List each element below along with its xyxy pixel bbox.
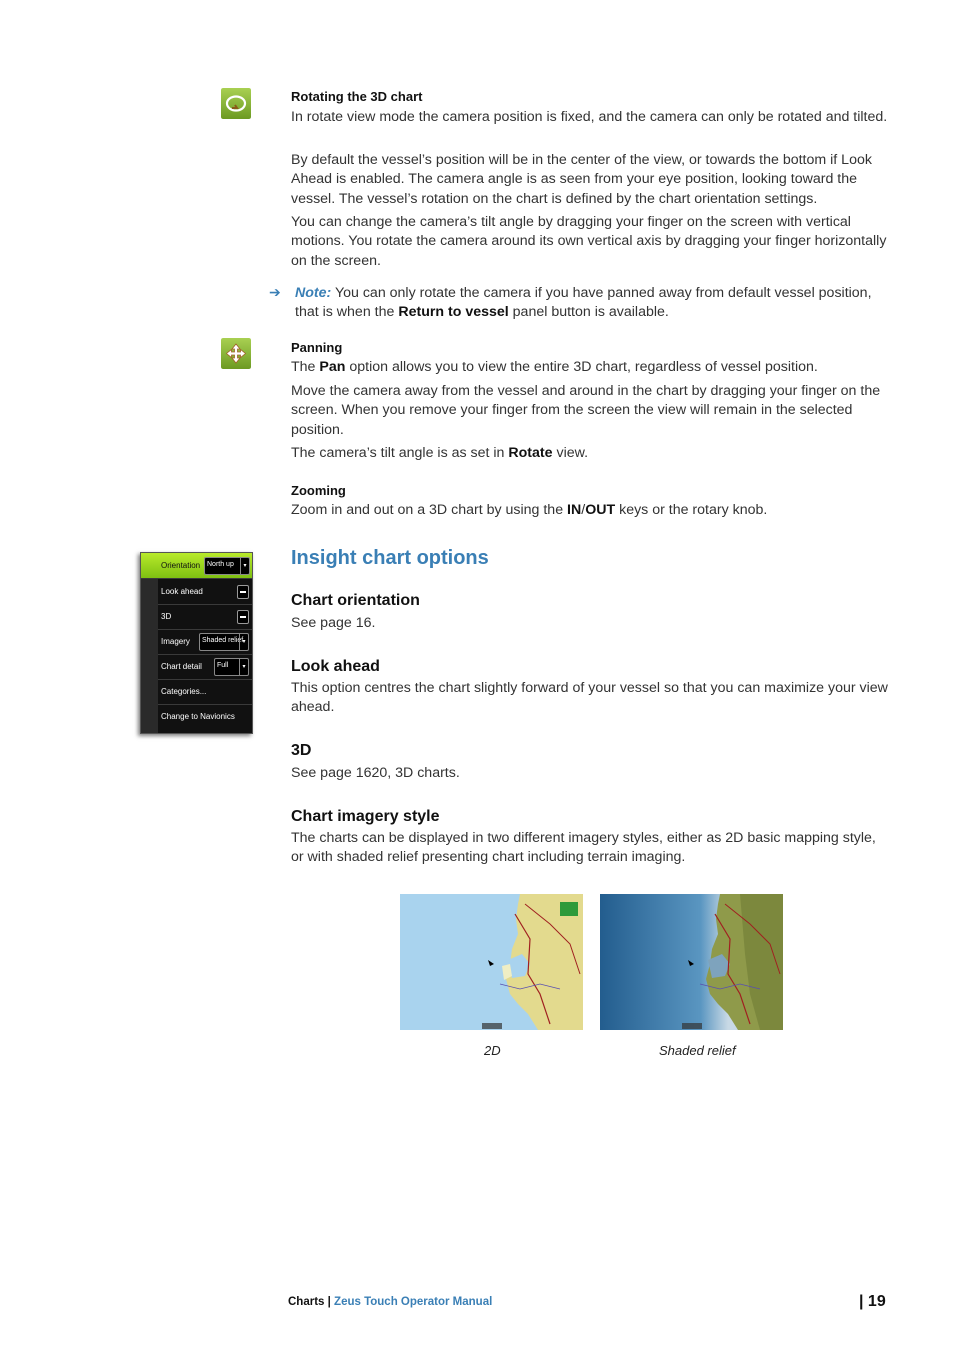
- zooming-slash: /: [581, 502, 586, 518]
- orientation-value: North up: [207, 561, 234, 568]
- chart-shaded-relief-image: [600, 894, 783, 1030]
- note-bold: Return to vessel: [398, 304, 509, 321]
- rotate-icon: [221, 88, 251, 119]
- menu-side-bar: [141, 578, 158, 733]
- menu-item-change-to-navionics[interactable]: [158, 704, 252, 729]
- arrow-icon: ➔: [269, 284, 281, 300]
- look-ahead-checkbox[interactable]: [237, 585, 249, 599]
- chart-imagery-text: The charts can be displayed in two different imagery styles, either as 2D basic mapping style, or with shaded relief presenting chart including terrain imaging.: [291, 830, 876, 866]
- zooming-paragraph: [291, 501, 889, 520]
- chevron-down-icon: ▾: [239, 659, 248, 675]
- footer-left: [288, 1296, 492, 1308]
- 3d-heading: 3D: [291, 742, 312, 759]
- page-number: | 19: [859, 1293, 886, 1310]
- panning-paragraph-3: [291, 444, 889, 463]
- panning-heading: Panning: [291, 340, 343, 355]
- menu-item-chart-detail[interactable]: [158, 654, 252, 680]
- look-ahead-heading: Look ahead: [291, 658, 380, 675]
- menu-item-chart-detail-label: Chart detail: [161, 662, 202, 671]
- note-paragraph: [295, 284, 889, 323]
- menu-item-look-ahead-label: Look ahead: [161, 587, 203, 596]
- panning-p1-a: The: [291, 359, 316, 375]
- pan-icon: [221, 338, 251, 369]
- zooming-text-b: keys or the rotary knob.: [619, 502, 768, 518]
- panning-paragraph-2: Move the camera away from the vessel and around in the chart by dragging your finger on the screen. When you remove your finger from the screen the view will remain in the selected position.: [291, 383, 881, 438]
- footer-section: Charts: [288, 1296, 325, 1308]
- menu-item-3d-label: 3D: [161, 612, 172, 621]
- chart-detail-dropdown[interactable]: [214, 658, 249, 676]
- rotate-paragraph-1: In rotate view mode the camera position is fixed, and the camera can only be rotated and tilted.: [291, 109, 888, 125]
- chart-orientation-text: See page 16.: [291, 615, 376, 631]
- menu-item-orientation-label: Orientation: [161, 561, 201, 570]
- rotate-paragraph-3: You can change the camera’s tilt angle by dragging your finger on the screen with vertical motions. You rotate the camera around its own vertical axis by dragging your finger horizontally on the screen.: [291, 214, 887, 269]
- menu-item-change-label: Change to Navionics: [161, 712, 235, 721]
- caption-shaded-relief: Shaded relief: [659, 1043, 736, 1058]
- menu-item-imagery-label: Imagery: [161, 637, 190, 646]
- note-text-a: You can only rotate the camera if you have panned away from default vessel position, that is when the: [295, 285, 872, 321]
- imagery-value: Shaded relief: [202, 637, 244, 644]
- footer-separator: |: [324, 1296, 335, 1308]
- panning-p1-b: option allows you to view the entire 3D chart, regardless of vessel position.: [349, 359, 818, 375]
- rotate-paragraph-2: By default the vessel’s position will be in the center of the view, or towards the bottom if Look Ahead is enabled. The camera angle is as seen from your eye position, looking toward the vessel. The vessel’s rotation on the chart is defined by the chart orientation settings.: [291, 152, 872, 207]
- chevron-down-icon: ▾: [240, 558, 249, 574]
- menu-item-imagery[interactable]: [158, 629, 252, 655]
- panning-p3-bold: Rotate: [508, 445, 553, 461]
- zooming-out: OUT: [585, 502, 616, 518]
- note-text-b: panel button is available.: [512, 304, 669, 321]
- caption-2d: 2D: [484, 1043, 501, 1058]
- menu-item-categories[interactable]: [158, 679, 252, 705]
- chart-2d-image: [400, 894, 583, 1030]
- zooming-text-a: Zoom in and out on a 3D chart by using the: [291, 502, 564, 518]
- menu-item-look-ahead[interactable]: [158, 579, 252, 605]
- note-label: Note:: [295, 285, 332, 301]
- menu-item-orientation[interactable]: [141, 553, 252, 579]
- imagery-dropdown[interactable]: [199, 633, 249, 651]
- chevron-down-icon: ▾: [239, 634, 248, 650]
- zooming-in: IN: [567, 502, 582, 518]
- insight-options-menu: [140, 552, 253, 734]
- menu-item-categories-label: Categories...: [161, 687, 207, 696]
- panning-paragraph-1: [291, 358, 889, 377]
- menu-item-3d[interactable]: [158, 604, 252, 630]
- panning-p1-bold: Pan: [319, 359, 346, 375]
- 3d-text: See page 1620, 3D charts.: [291, 765, 460, 781]
- 3d-checkbox[interactable]: [237, 610, 249, 624]
- chart-orientation-heading: Chart orientation: [291, 592, 420, 609]
- chart-imagery-heading: Chart imagery style: [291, 808, 440, 825]
- look-ahead-text: This option centres the chart slightly forward of your vessel so that you can maximize your view ahead.: [291, 680, 888, 716]
- insight-title: Insight chart options: [291, 547, 489, 569]
- chart-detail-value: Full: [217, 662, 229, 669]
- orientation-dropdown[interactable]: [204, 557, 250, 575]
- zooming-heading: Zooming: [291, 483, 346, 498]
- footer-manual: Zeus Touch Operator Manual: [334, 1296, 493, 1308]
- panning-p3-a: The camera’s tilt angle is as set in: [291, 445, 505, 461]
- panning-p3-b: view.: [556, 445, 589, 461]
- rotate-heading: Rotating the 3D chart: [291, 89, 423, 104]
